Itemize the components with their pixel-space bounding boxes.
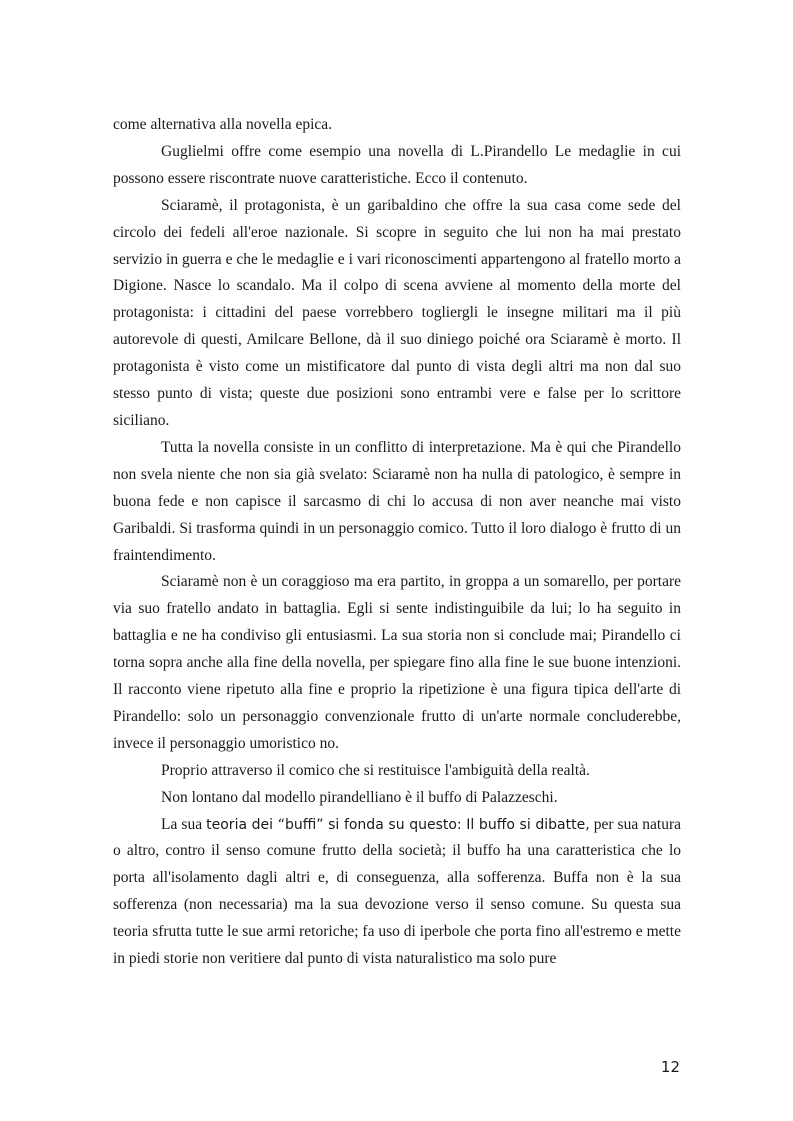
- paragraph: Tutta la novella consiste in un conflitto di interpretazione. Ma è qui che Pirandello non svela niente che non sia già svelato: Sciaramè non ha nulla di patologico, è sempre in buona fede e non capisce il sarcasmo di chi lo accusa di non aver neanche mai visto Garibaldi. Si trasforma quindi in un personaggio comico. Tutto il loro dialogo è frutto di un fraintendimento.: [113, 438, 681, 564]
- paragraph: come alternativa alla novella epica.: [113, 116, 333, 133]
- body-text: [113, 112, 681, 973]
- paragraph-lead: La sua: [161, 815, 207, 833]
- paragraph: Non lontano dal modello pirandelliano è il buffo di Palazzeschi.: [161, 788, 558, 806]
- paragraph: Proprio attraverso il comico che si restituisce l'ambiguità della realtà.: [161, 761, 590, 779]
- paragraph: Sciaramè, il protagonista, è un garibaldino che offre la sua casa come sede del circolo dei fedeli all'eroe nazionale. Si scopre in seguito che lui non ha mai prestato servizio in guerra e che le medaglie e i vari riconoscimenti appartengono al fratello morto a Digione. Nasce lo scandalo. Ma il colpo di scena avviene al momento della morte del protagonista: i cittadini del paese vorrebbero togliergli le insegne militari ma il più autorevole di questi, Amilcare Bellone, dà il suo diniego poiché ora Sciaramè è morto. Il protagonista è visto come un mistificatore dal punto di vista degli altri ma non dal suo stesso punto di vista; queste due posizioni sono entrambi vere e false per lo scrittore siciliano.: [113, 196, 681, 429]
- paragraph: Sciaramè non è un coraggioso ma era partito, in groppa a un somarello, per portare via suo fratello andato in battaglia. Egli si sente indistinguibile da lui; lo ha seguito in battaglia e ne ha condiviso gli entusiasmi. La sua storia non si conclude mai; Pirandello ci torna sopra anche alla fine della novella, per spiegare fino alla fine le sue buone intenzioni. Il racconto viene ripetuto alla fine e proprio la ripetizione è una figura tipica dell'arte di Pirandello: solo un personaggio convenzionale frutto di un'arte normale concluderebbe, invece il personaggio umoristico no.: [113, 573, 681, 752]
- page-number: 12: [660, 1058, 680, 1076]
- paragraph: [113, 812, 681, 973]
- paragraph: Guglielmi offre come esempio una novella di L.Pirandello Le medaglie in cui possono essere riscontrate nuove caratteristiche. Ecco il contenuto.: [113, 142, 681, 187]
- paragraph-alt-font-run: teoria dei “buffi” si fonda su questo: Il buffo si dibatte,: [206, 816, 590, 833]
- paragraph-rest: per sua natura o altro, contro il senso comune frutto della società; il buffo ha una caratteristica che lo porta all'isolamento dagli altri e, di conseguenza, alla sofferenza. Buffa non è la sua sofferenza (non necessaria) ma la sua devozione verso il senso comune. Su questa sua teoria sfrutta tutte le sue armi retoriche; fa uso di iperbole che porta fino all'estremo e mette in piedi storie non veritiere dal punto di vista naturalistico ma solo pure: [113, 815, 681, 968]
